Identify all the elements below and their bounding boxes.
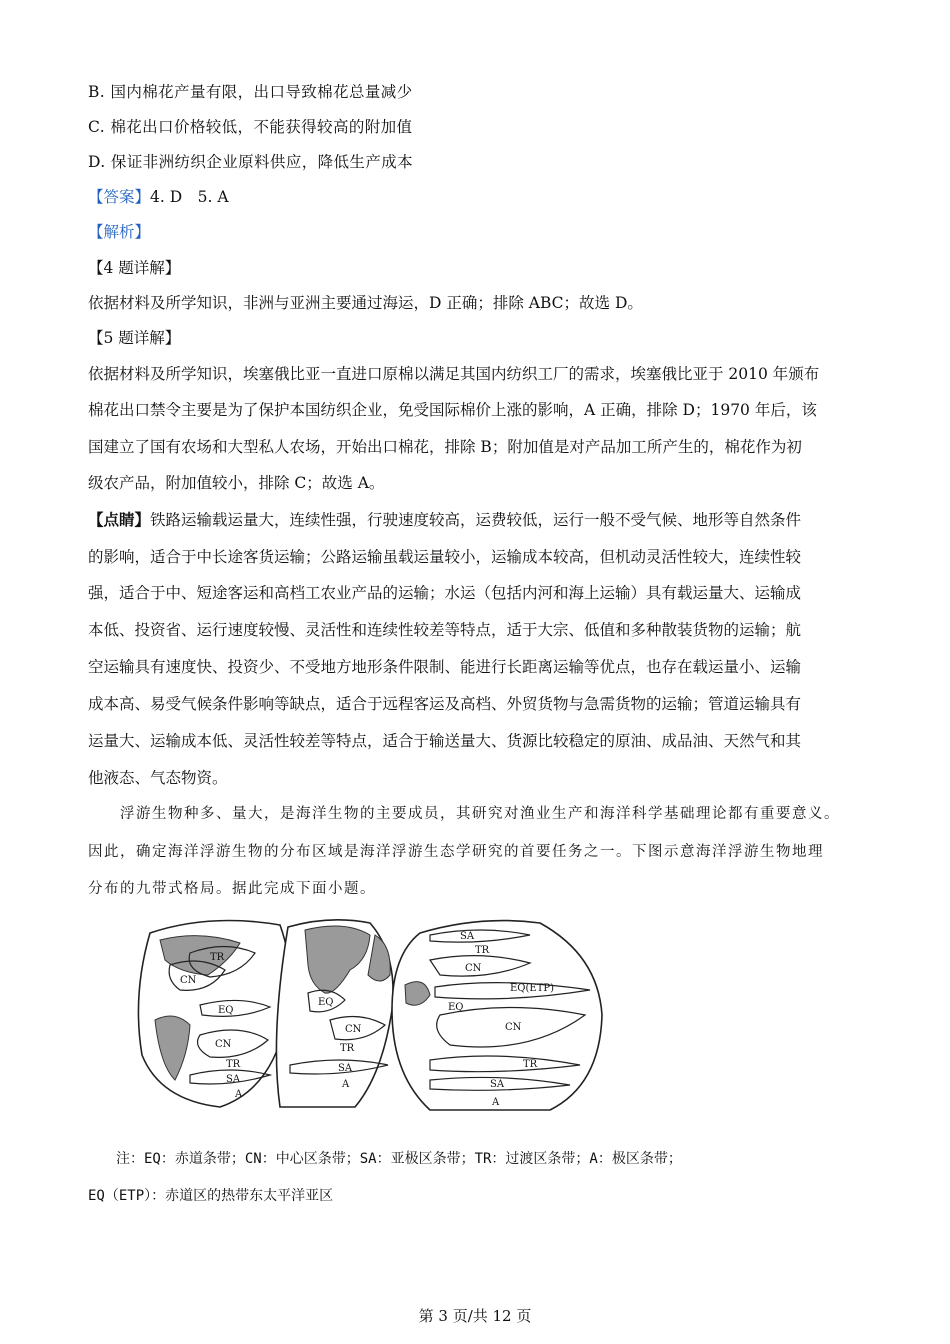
map-label-a3: A xyxy=(492,1097,500,1108)
point-first: 铁路运输载运量大，连续性强，行驶速度较高，运费较低，运行一般不受气候、地形等自然条件 xyxy=(150,511,802,529)
point-line-1 xyxy=(88,510,801,530)
map-label-tr1: TR xyxy=(210,952,225,963)
note-line-1: 注：EQ：赤道条带；CN：中心区条带；SA：亚极区条带；TR：过渡区条带；A：极区条带； xyxy=(88,1151,682,1167)
q5-heading: 【5 题详解】 xyxy=(88,329,181,347)
map-label-cn4: CN xyxy=(465,963,482,974)
map-label-a1: A xyxy=(235,1089,243,1100)
q4-detail: 依据材料及所学知识，非洲与亚洲主要通过海运，D 正确；排除 ABC；故选 D。 xyxy=(88,294,643,312)
map-label-cn3: CN xyxy=(345,1024,362,1035)
answer-text: 4. D 5. A xyxy=(150,188,229,206)
point-line-4: 本低、投资省、运行速度较慢、灵活性和连续性较差等特点，适于大宗、低值和多种散装货物的运输；航 xyxy=(88,621,802,639)
map-label-eq2: EQ xyxy=(318,997,334,1008)
option-b: B. 国内棉花产量有限，出口导致棉花总量减少 xyxy=(88,83,413,101)
answer-tag: 【答案】 xyxy=(88,188,151,206)
point-line-6: 成本高、易受气候条件影响等缺点，适合于远程客运及高档、外贸货物与急需货物的运输；管道运输具有 xyxy=(88,695,802,713)
note-line-2: EQ（ETP）：赤道区的热带东太平洋亚区 xyxy=(88,1188,334,1204)
option-c: C. 棉花出口价格较低，不能获得较高的附加值 xyxy=(88,118,413,136)
passage-line-3: 分布的九带式格局。据此完成下面小题。 xyxy=(88,881,376,897)
answer-line xyxy=(88,187,229,207)
option-d: D. 保证非洲纺织企业原料供应，降低生产成本 xyxy=(88,153,414,171)
map-label-a2: A xyxy=(342,1079,350,1090)
point-tag: 【点睛】 xyxy=(88,510,151,529)
passage-line-2: 因此，确定海洋浮游生物的分布区域是海洋浮游生态学研究的首要任务之一。下图示意海洋浮游生物地理 xyxy=(88,844,824,860)
q5-line-1: 依据材料及所学知识，埃塞俄比亚一直进口原棉以满足其国内纺织工厂的需求，埃塞俄比亚于 2010 年颁布 xyxy=(88,365,820,383)
point-line-7: 运量大、运输成本低、灵活性较差等特点，适合于输送量大、货源比较稳定的原油、成品油、天然气和其 xyxy=(88,732,802,750)
map-label-cn2: CN xyxy=(215,1039,232,1050)
map-label-eq1: EQ xyxy=(218,1005,234,1016)
point-line-8: 他液态、气态物资。 xyxy=(88,769,228,787)
map-label-sa4: SA xyxy=(490,1079,505,1090)
map-label-eq3: EQ xyxy=(448,1002,464,1013)
plankton-distribution-map xyxy=(130,915,610,1115)
map-label-sa2: SA xyxy=(338,1063,353,1074)
q5-line-4: 级农产品，附加值较小，排除 C；故选 A。 xyxy=(88,474,385,492)
point-line-2: 的影响，适合于中长途客货运输；公路运输虽载运量较小，运输成本较高，但机动灵活性较大，连续性较 xyxy=(88,548,802,566)
q4-heading: 【4 题详解】 xyxy=(88,259,181,277)
map-label-sa3: SA xyxy=(460,931,475,942)
point-line-3: 强，适合于中、短途客运和高档工农业产品的运输；水运（包括内河和海上运输）具有载运量大、运输成 xyxy=(88,584,802,602)
map-label-tr2: TR xyxy=(226,1059,241,1070)
map-label-tr4: TR xyxy=(475,945,490,956)
map-label-cn1: CN xyxy=(180,975,197,986)
map-label-cn5: CN xyxy=(505,1022,522,1033)
analysis-tag: 【解析】 xyxy=(88,223,151,241)
map-label-tr5: TR xyxy=(523,1059,538,1070)
page-footer: 第 3 页/共 12 页 xyxy=(418,1307,532,1325)
q5-line-3: 国建立了国有农场和大型私人农场，开始出口棉花，排除 B；附加值是对产品加工所产生的，棉花作为初 xyxy=(88,438,802,456)
map-label-eqetp: EQ(ETP) xyxy=(510,983,554,994)
point-line-5: 空运输具有速度快、投资少、不受地方地形条件限制、能进行长距离运输等优点，也存在载运量小、运输 xyxy=(88,658,802,676)
map-label-tr3: TR xyxy=(340,1043,355,1054)
map-label-sa1: SA xyxy=(226,1074,241,1085)
q5-line-2: 棉花出口禁令主要是为了保护本国纺织企业，免受国际棉价上涨的影响，A 正确，排除 D；1970 年后，该 xyxy=(88,401,817,419)
passage-line-1: 浮游生物种多、量大，是海洋生物的主要成员，其研究对渔业生产和海洋科学基础理论都有重要意义。 xyxy=(88,806,840,822)
